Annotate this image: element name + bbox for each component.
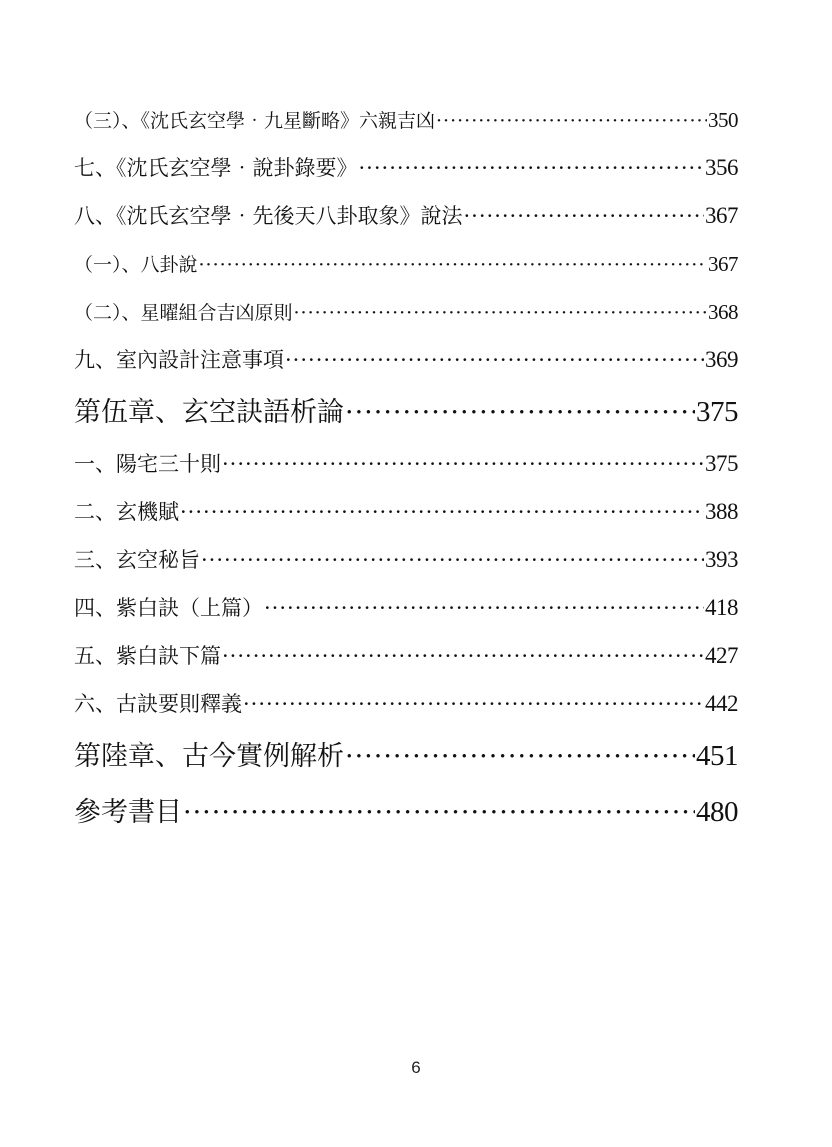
toc-entry-page: 427 (705, 643, 738, 668)
dot-leader (222, 440, 704, 488)
toc-entry-page: 356 (705, 155, 738, 180)
toc-entry-page: 442 (705, 691, 738, 716)
toc-entry (74, 192, 738, 240)
dot-leader (436, 97, 707, 144)
toc-entry-title: 二、玄機賦 (74, 500, 179, 524)
dot-leader (180, 488, 704, 536)
toc-entry (74, 96, 738, 144)
dot-leader (222, 632, 704, 680)
toc-entry-title: 八、《沈氏玄空學‧先後天八卦取象》說法 (74, 204, 463, 228)
toc-entry (74, 680, 738, 728)
page-number: 6 (411, 1058, 421, 1077)
toc-entry-title: 五、紫白訣下篇 (74, 644, 221, 668)
toc-entry-page: 367 (708, 252, 738, 276)
toc-entry-page: 393 (705, 547, 738, 572)
dot-leader (243, 680, 704, 728)
toc-entry-page: 418 (705, 595, 738, 620)
toc-chapter-entry (74, 784, 738, 840)
toc-entry-title: 四、紫白訣（上篇） (74, 596, 263, 620)
dot-leader (183, 785, 695, 840)
dot-leader (345, 385, 695, 440)
toc-entry (74, 488, 738, 536)
toc-entry-title: 六、古訣要則釋義 (74, 692, 242, 716)
toc-chapter-entry (74, 728, 738, 784)
toc-entry-page: 451 (696, 740, 738, 772)
toc-entry-page: 388 (705, 499, 738, 524)
toc-entry (74, 632, 738, 680)
toc-entry-page: 368 (708, 300, 738, 324)
toc-entry (74, 536, 738, 584)
toc-entry-page: 350 (708, 108, 738, 132)
toc-entry-title: （三）、《沈氏玄空學‧九星斷略》六親吉凶 (74, 110, 436, 132)
dot-leader (294, 289, 707, 336)
toc-entry-title: 三、玄空秘旨 (74, 548, 200, 572)
toc-entry-page: 367 (705, 203, 738, 228)
dot-leader (199, 241, 707, 288)
toc-entry-title: 九、室內設計注意事項 (74, 348, 284, 372)
table-of-contents (74, 96, 738, 840)
toc-entry-title: （二）、星曜組合吉凶原則 (74, 302, 293, 324)
toc-entry (74, 288, 738, 336)
toc-entry-title: 一、陽宅三十則 (74, 452, 221, 476)
dot-leader (264, 584, 704, 632)
toc-entry-page: 375 (696, 396, 738, 428)
toc-entry-title: （一）、八卦說 (74, 254, 198, 276)
toc-entry-page: 375 (705, 451, 738, 476)
toc-entry-title: 第伍章、玄空訣語析論 (74, 397, 344, 428)
toc-entry-page: 480 (696, 796, 738, 828)
dot-leader (464, 192, 705, 240)
toc-chapter-entry (74, 384, 738, 440)
toc-entry (74, 240, 738, 288)
toc-entry (74, 144, 738, 192)
toc-entry (74, 584, 738, 632)
dot-leader (345, 729, 695, 784)
dot-leader (201, 536, 704, 584)
dot-leader (285, 336, 704, 384)
toc-entry-title: 七、《沈氏玄空學‧說卦錄要》 (74, 156, 358, 180)
toc-entry-title: 第陸章、古今實例解析 (74, 741, 344, 772)
toc-entry-title: 參考書目 (74, 797, 182, 828)
toc-entry (74, 440, 738, 488)
toc-entry (74, 336, 738, 384)
toc-entry-page: 369 (705, 347, 738, 372)
dot-leader (359, 144, 705, 192)
